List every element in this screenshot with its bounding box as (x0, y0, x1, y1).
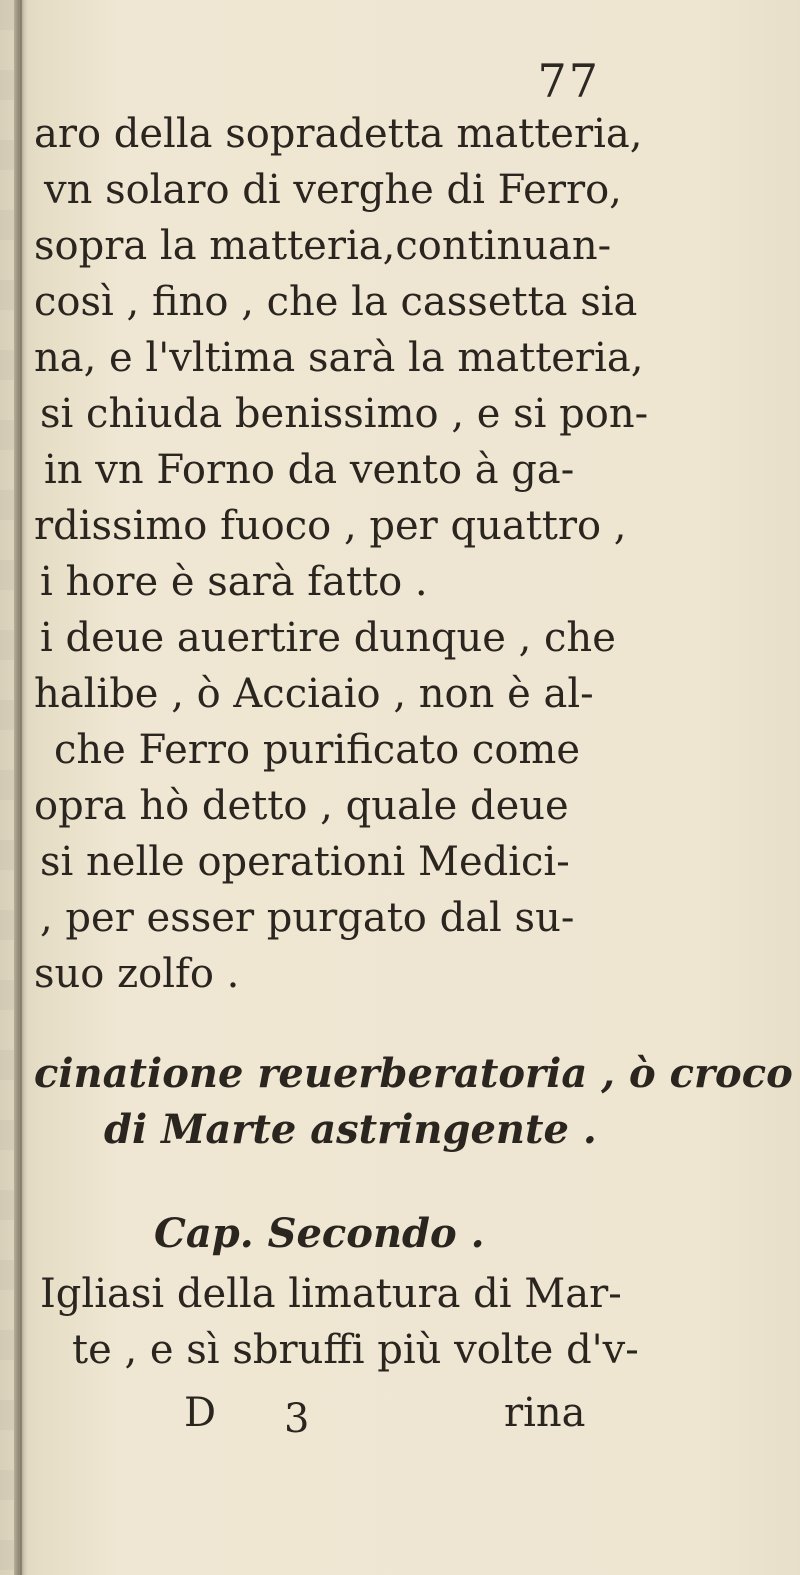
text-line: aro della sopradetta matteria, (34, 111, 643, 157)
signature-mark: D (184, 1390, 217, 1436)
text-line: suo zolfo . (34, 951, 240, 997)
text-line: vn solaro di verghe di Ferro, (44, 167, 622, 213)
page-number: 77 (537, 54, 600, 108)
catchword: rina (504, 1390, 586, 1436)
text-line: te , e sì sbruffi più volte d'v- (72, 1327, 639, 1373)
gutter-fold (20, 0, 22, 1575)
text-line: i hore è sarà fatto . (40, 559, 428, 605)
text-line: così , fino , che la cassetta sia (34, 279, 638, 325)
text-line: si nelle operationi Medici- (40, 839, 570, 885)
text-line: i deue auertire dunque , che (40, 615, 616, 661)
text-line: si chiuda benissimo , e si pon- (40, 391, 649, 437)
text-line: na, e l'vltima sarà la matteria, (34, 335, 644, 381)
text-line: in vn Forno da vento à ga- (44, 447, 575, 493)
text-line: opra hò detto , quale deue (34, 783, 569, 829)
text-line: Igliasi della limatura di Mar- (40, 1271, 622, 1317)
section-heading-line: di Marte astringente . (104, 1106, 597, 1153)
text-line: halibe , ò Acciaio , non è al- (34, 671, 594, 717)
text-line: , per esser purgato dal su- (40, 895, 575, 941)
text-line: rdissimo fuoco , per quattro , (34, 503, 627, 549)
page-footer (34, 1390, 654, 1450)
text-line: che Ferro purificato come (54, 727, 580, 773)
quire-number: 3 (284, 1396, 310, 1442)
section-heading-line: cinatione reuerberatoria , ò croco (34, 1050, 793, 1097)
text-line: sopra la matteria,continuan- (34, 223, 612, 269)
chapter-heading: Cap. Secondo . (154, 1210, 485, 1257)
